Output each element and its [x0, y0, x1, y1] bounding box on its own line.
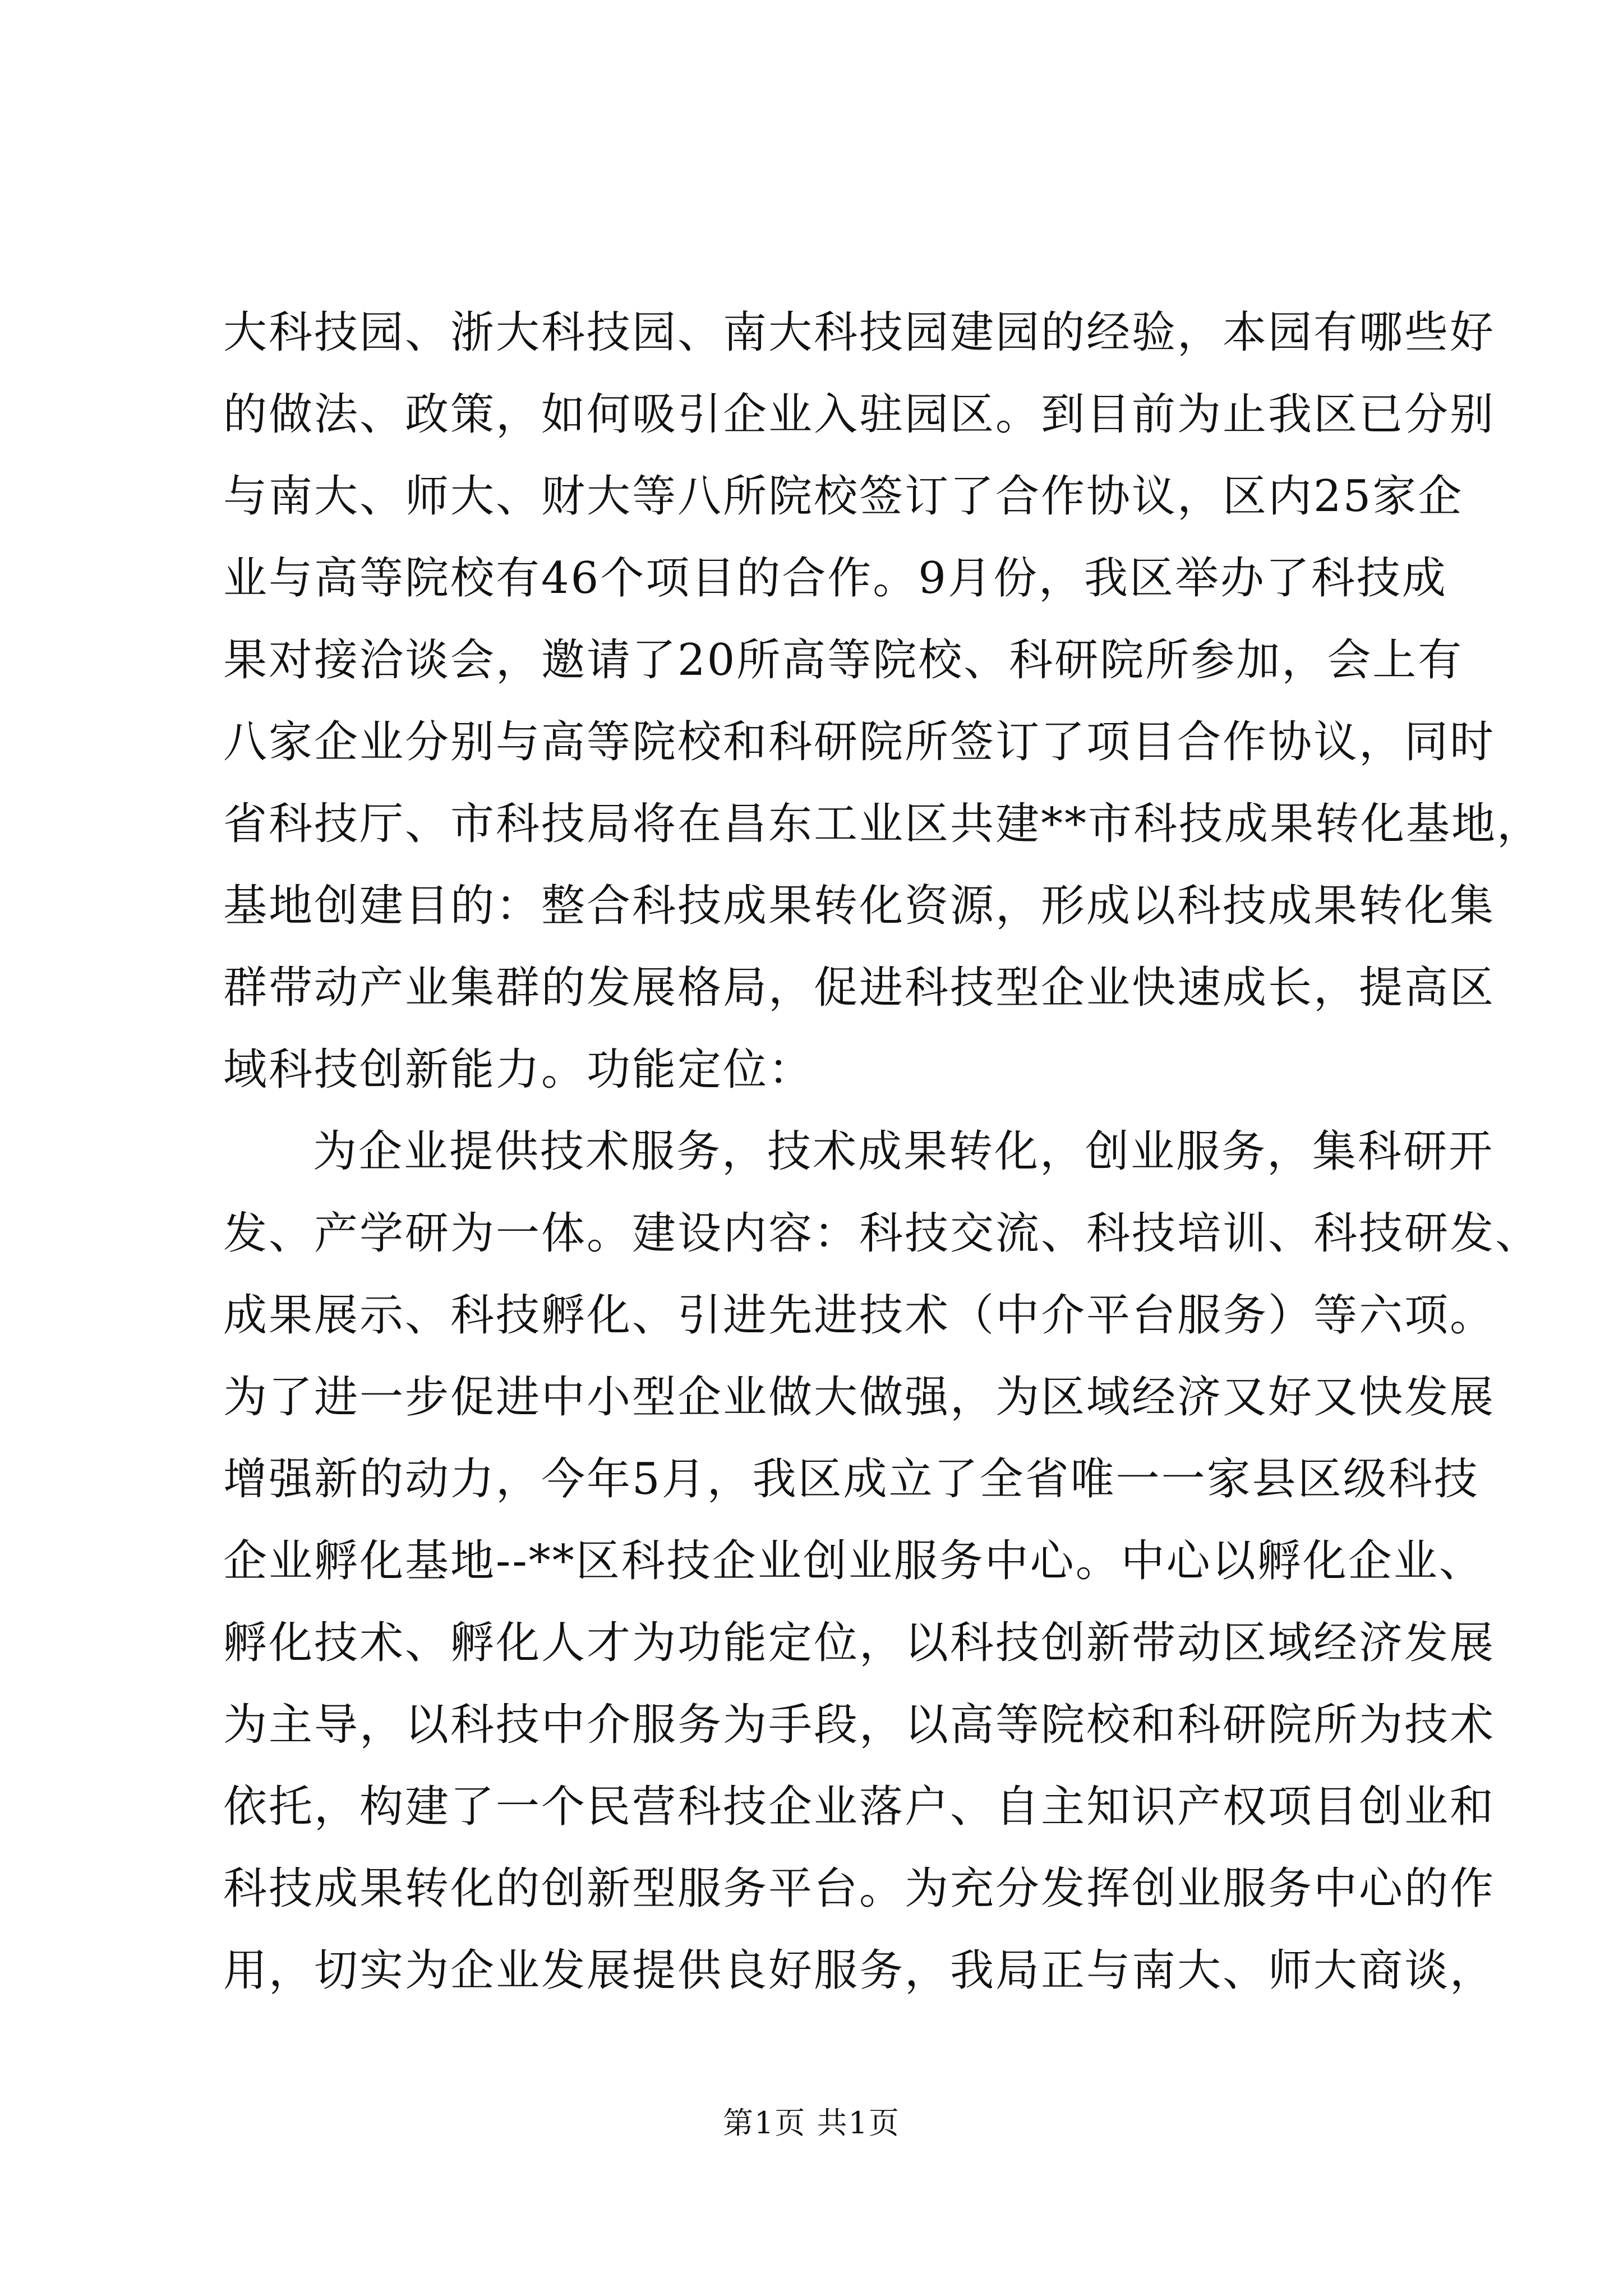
- text-line: 基地创建目的：整合科技成果转化资源，形成以科技成果转化集: [223, 881, 1496, 931]
- text-line: 孵化技术、孵化人才为功能定位，以科技创新带动区域经济发展: [223, 1618, 1496, 1668]
- text-line: 业与高等院校有46个项目的合作。9月份，我区举办了科技成: [223, 553, 1447, 604]
- text-line: 八家企业分别与高等院校和科研院所签订了项目合作协议，同时: [223, 717, 1496, 767]
- text-line: 为主导，以科技中介服务为手段，以高等院校和科研院所为技术: [223, 1700, 1496, 1750]
- paragraph-1: [223, 292, 1543, 1111]
- text-line: 果对接洽谈会，邀请了20所高等院校、科研院所参加，会上有: [223, 635, 1464, 685]
- paragraph-2: [223, 1111, 1541, 2012]
- text-line: 域科技创新能力。功能定位：: [223, 1045, 814, 1095]
- document-body: [223, 292, 1543, 2012]
- text-line: 发、产学研为一体。建设内容：科技交流、科技培训、科技研发、: [223, 1208, 1541, 1259]
- text-line: 增强新的动力，今年5月，我区成立了全省唯一一家县区级科技: [223, 1454, 1479, 1504]
- text-line: 用，切实为企业发展提供良好服务，我局正与南大、师大商谈，: [223, 1945, 1496, 1996]
- text-line: 的做法、政策，如何吸引企业入驻园区。到目前为止我区已分别: [223, 389, 1496, 440]
- page-footer: [0, 2104, 1623, 2143]
- text-line: 企业孵化基地--**区科技企业创业服务中心。中心以孵化企业、: [223, 1536, 1484, 1586]
- page-number: 第1页 共1页: [723, 2105, 900, 2141]
- text-line: 成果展示、科技孵化、引进先进技术（中介平台服务）等六项。: [223, 1290, 1496, 1341]
- text-line: 依托，构建了一个民营科技企业落户、自主知识产权项目创业和: [223, 1782, 1496, 1832]
- text-line: 与南大、师大、财大等八所院校签订了合作协议，区内25家企: [223, 471, 1464, 522]
- text-line: 省科技厅、市科技局将在昌东工业区共建**市科技成果转化基地，: [223, 799, 1543, 849]
- text-line: 为了进一步促进中小型企业做大做强，为区域经济又好又快发展: [223, 1372, 1496, 1423]
- text-line: 群带动产业集群的发展格局，促进科技型企业快速成长，提高区: [223, 963, 1496, 1013]
- text-line: 科技成果转化的创新型服务平台。为充分发挥创业服务中心的作: [223, 1864, 1496, 1914]
- text-line: 大科技园、浙大科技园、南大科技园建园的经验，本园有哪些好: [223, 307, 1496, 358]
- text-line: 为企业提供技术服务，技术成果转化，创业服务，集科研开: [313, 1126, 1495, 1177]
